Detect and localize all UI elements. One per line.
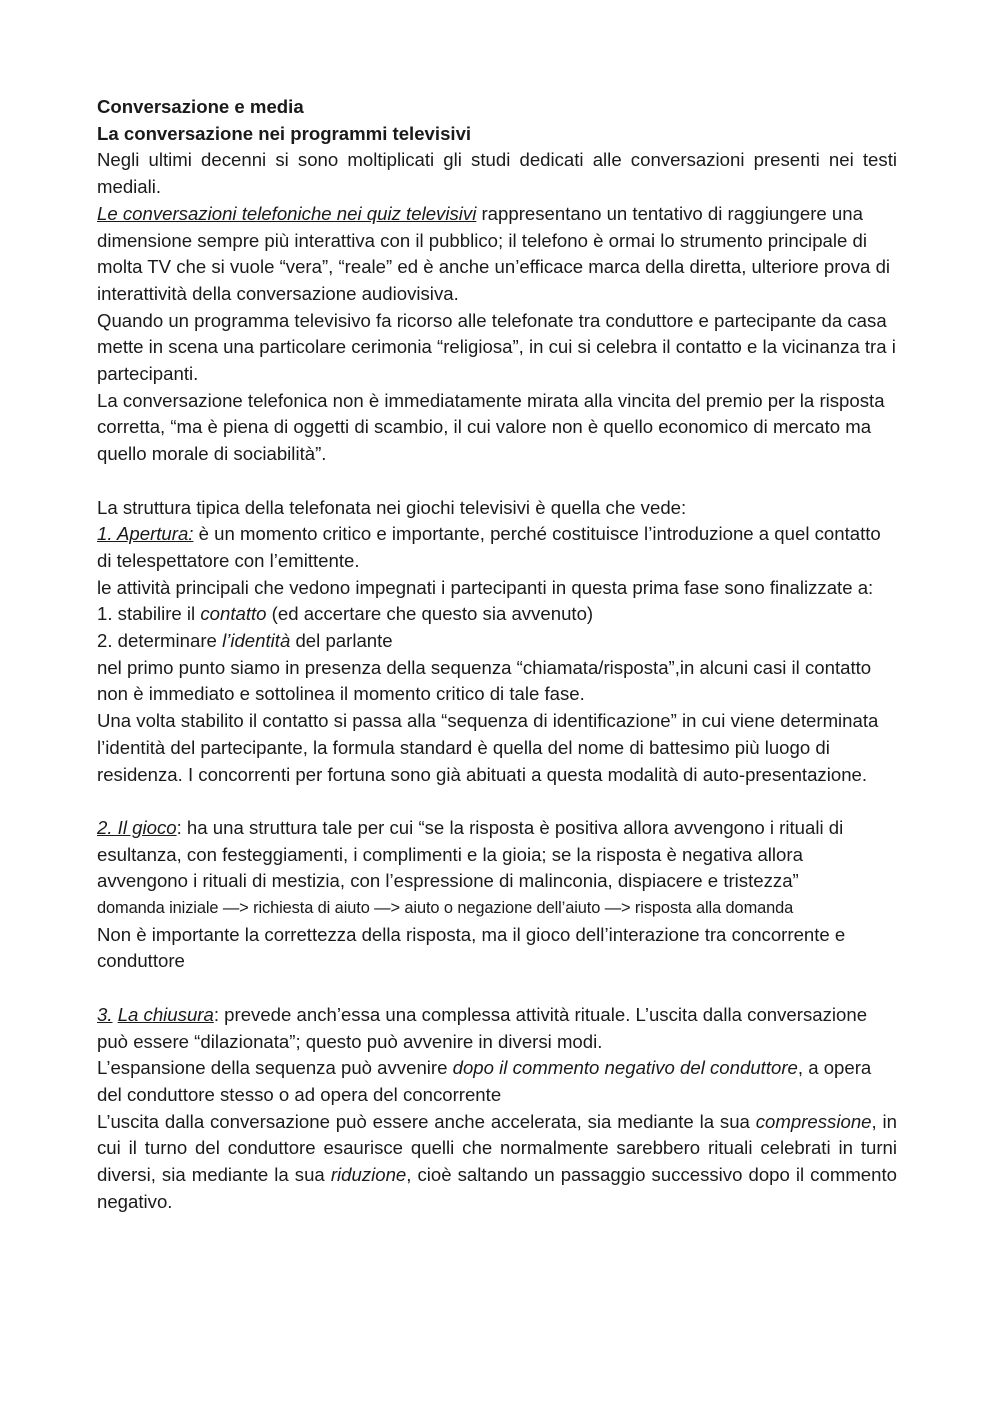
section-heading: La conversazione nei programmi televisivi [97,122,472,144]
list-item: 2. determinare l’identità del parlante [97,630,393,652]
list-item: 1. stabilire il contatto (ed accertare che questo sia avvenuto) [97,603,594,625]
apertura-sequence: nel primo punto siamo in presenza della sequenza “chiamata/risposta”,in alcuni casi il contatto non è immediato e sottolinea il momento critico di tale fase. [97,656,872,705]
section-gioco: 2. Il gioco: ha una struttura tale per cui “se la risposta è positiva allora avvengono i rituali di esultanza, con festeggiamenti, i complimenti e la gioia; se la risposta è negativa allora avvengono i rituali di mestizia, con l’espressione di malinconia, dispiacere e tristezza” [97,816,844,892]
intro-paragraph: Negli ultimi decenni si sono moltiplicati gli studi dedicati alle conversazioni presenti nei testi mediali. [97,149,897,198]
chiusura-expansion: L’espansione della sequenza può avvenire dopo il commento negativo del conduttore, a opera del conduttore stesso o ad opera del concorrente [97,1057,872,1105]
gioco-flow: domanda iniziale —> richiesta di aiuto —> aiuto o negazione dell’aiuto —> risposta alla domanda [97,899,794,918]
document-title: Conversazione e media [97,96,304,117]
section-chiusura: 3. La chiusura: prevede anch’essa una complessa attività rituale. L’uscita dalla conversazione può essere “dilazionata”; questo può avvenire in diversi modi. [97,1003,868,1052]
document-body [97,94,897,1215]
paragraph-telephone: Le conversazioni telefoniche nei quiz televisivi rappresentano un tentativo di raggiungere una dimensione sempre più interattiva con il pubblico; il telefono è ormai lo strumento principale di molta TV che si vuole “vera”, “reale” ed è anche un’efficace marca della diretta, ulteriore prova di interattività della conversazione audiovisiva. [97,202,891,304]
chiusura-acceleration: L’uscita dalla conversazione può essere anche accelerata, sia mediante la sua compressione, in cui il turno del conduttore esaurisce quelli che normalmente sarebbero rituali celebrati in turni diversi, sia mediante la sua riduzione, cioè saltando un passaggio successivo dopo il commento negativo. [97,1110,897,1212]
apertura-heading: 1. Apertura: [97,523,194,545]
paragraph-ceremony: Quando un programma televisivo fa ricorso alle telefonate tra conduttore e partecipante da casa mette in scena una particolare cerimonia “religiosa”, in cui si celebra il contatto e la vicinanza tra i partecipanti. [97,309,896,385]
underlined-phrase: Le conversazioni telefoniche nei quiz televisivi [97,202,477,224]
chiusura-heading: La chiusura [117,1003,214,1025]
section-apertura: 1. Apertura: è un momento critico e importante, perché costituisce l’introduzione a quel contatto di telespettatore con l’emittente. [97,523,881,571]
structure-intro: La struttura tipica della telefonata nei giochi televisivi è quella che vede: [97,496,687,518]
gioco-heading: 2. Il gioco [97,816,177,838]
apertura-identification: Una volta stabilito il contatto si passa alla “sequenza di identificazione” in cui viene determinata l’identità del partecipante, la formula standard è quella del nome di battesimo più luogo di residenza. I concorrenti per fortuna sono già abituati a questa modalità di auto-presentazione. [97,710,879,785]
paragraph-conversation: La conversazione telefonica non è immediatamente mirata alla vincita del premio per la risposta corretta, “ma è piena di oggetti di scambio, il cui valore non è quello economico di mercato ma quello morale di sociabilità”. [97,389,885,465]
apertura-activities: le attività principali che vedono impegnati i partecipanti in questa prima fase sono finalizzate a: [97,576,874,598]
gioco-note: Non è importante la correttezza della risposta, ma il gioco dell’interazione tra concorrente e conduttore [97,923,846,972]
